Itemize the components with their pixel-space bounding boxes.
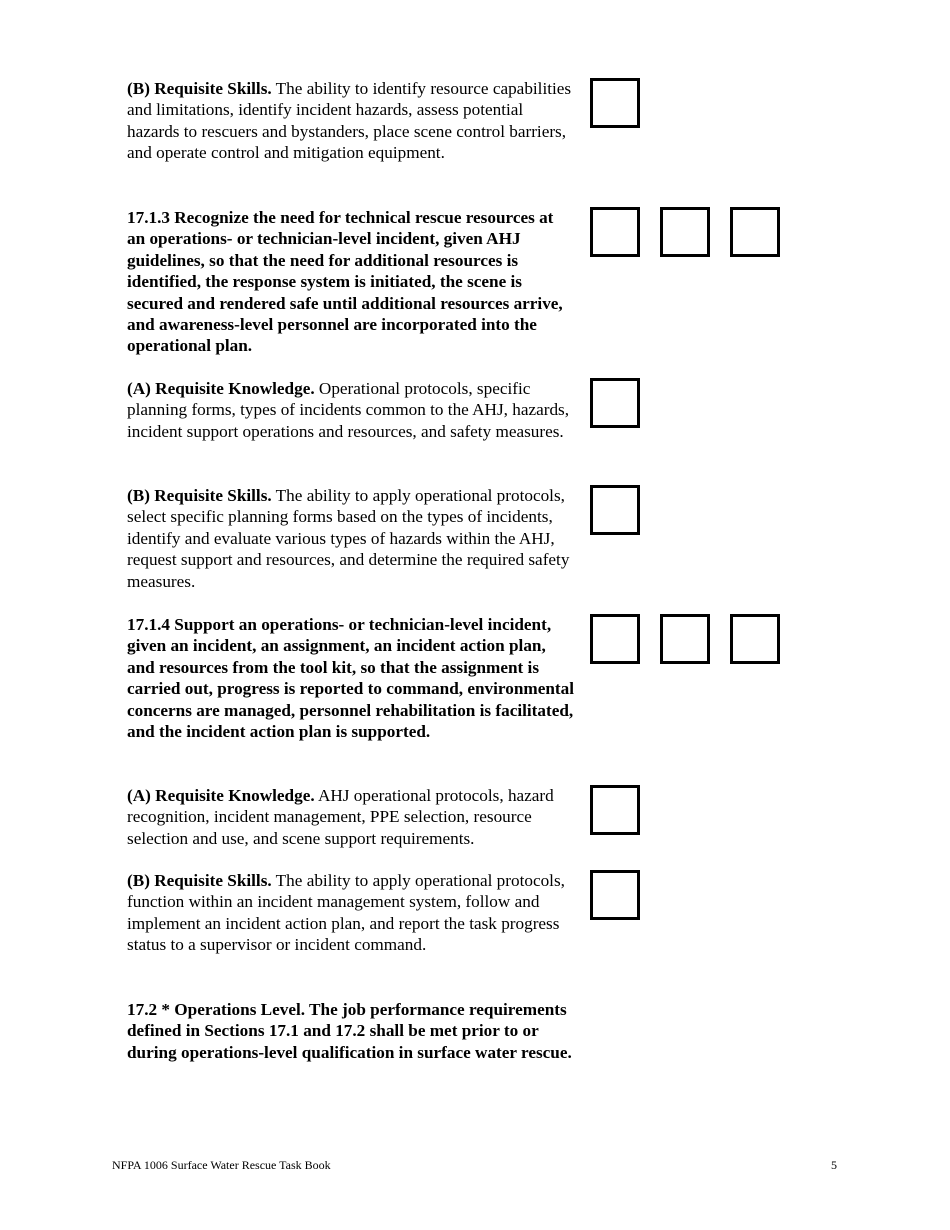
requisite-skills-17-1-4 [127,870,575,956]
signoff-checkbox[interactable] [590,378,640,428]
section-lead: (B) Requisite Skills. [127,486,272,505]
signoff-checkbox-3[interactable] [730,207,780,257]
requisite-skills-17-1-3 [127,485,575,592]
section-lead: (B) Requisite Skills. [127,871,272,890]
section-body: The ability to apply operational protocols, select specific planning forms based on the types of incidents, identify and evaluate various types of hazards within the AHJ, request support and resources, and determine the required safety measures. [127,486,570,591]
page-number: 5 [831,1158,837,1172]
requisite-skills-17-1-2 [127,78,575,164]
signoff-checkbox-3[interactable] [730,614,780,664]
jpr-17-1-3 [127,207,575,357]
section-lead: (A) Requisite Knowledge. [127,786,315,805]
signoff-checkbox-1[interactable] [590,207,640,257]
signoff-checkbox-1[interactable] [590,614,640,664]
section-body: AHJ operational protocols, hazard recognition, incident management, PPE selection, resource selection and use, and scene support requirements. [127,786,554,848]
operations-level-17-2 [127,999,575,1063]
section-text: 17.1.4 Support an operations- or technician-level incident, given an incident, an assignment, an incident action plan, and resources from the tool kit, so that the assignment is carried out, progress is reported to command, environmental concerns are managed, personnel rehabilitation is facilitated, and the incident action plan is supported. [127,615,574,742]
requisite-knowledge-17-1-4 [127,785,575,849]
signoff-checkbox[interactable] [590,785,640,835]
signoff-checkbox[interactable] [590,485,640,535]
section-lead: (A) Requisite Knowledge. [127,379,315,398]
section-body: Operational protocols, specific planning forms, types of incidents common to the AHJ, hazards, incident support operations and resources, and safety measures. [127,379,570,441]
jpr-17-1-4 [127,614,575,742]
section-text: 17.1.3 Recognize the need for technical rescue resources at an operations- or technician-level incident, given AHJ guidelines, so that the need for additional resources is identified, the response system is initiated, the scene is secured and rendered safe until additional resources arrive, and awareness-level personnel are incorporated into the operational plan. [127,208,563,356]
signoff-checkbox[interactable] [590,870,640,920]
requisite-knowledge-17-1-3 [127,378,575,442]
footer-title: NFPA 1006 Surface Water Rescue Task Book [112,1158,331,1172]
section-text: 17.2 * Operations Level. The job performance requirements defined in Sections 17.1 and 17.2 shall be met prior to or during operations-level qualification in surface water rescue. [127,1000,572,1062]
section-body: The ability to apply operational protocols, function within an incident management system, follow and implement an incident action plan, and report the task progress status to a supervisor or incident command. [127,871,565,955]
signoff-checkbox-2[interactable] [660,614,710,664]
signoff-checkbox[interactable] [590,78,640,128]
section-body: The ability to identify resource capabilities and limitations, identify incident hazards, assess potential hazards to rescuers and bystanders, place scene control barriers, and operate control and mitigation equipment. [127,79,572,163]
signoff-checkbox-2[interactable] [660,207,710,257]
section-lead: (B) Requisite Skills. [127,79,272,98]
